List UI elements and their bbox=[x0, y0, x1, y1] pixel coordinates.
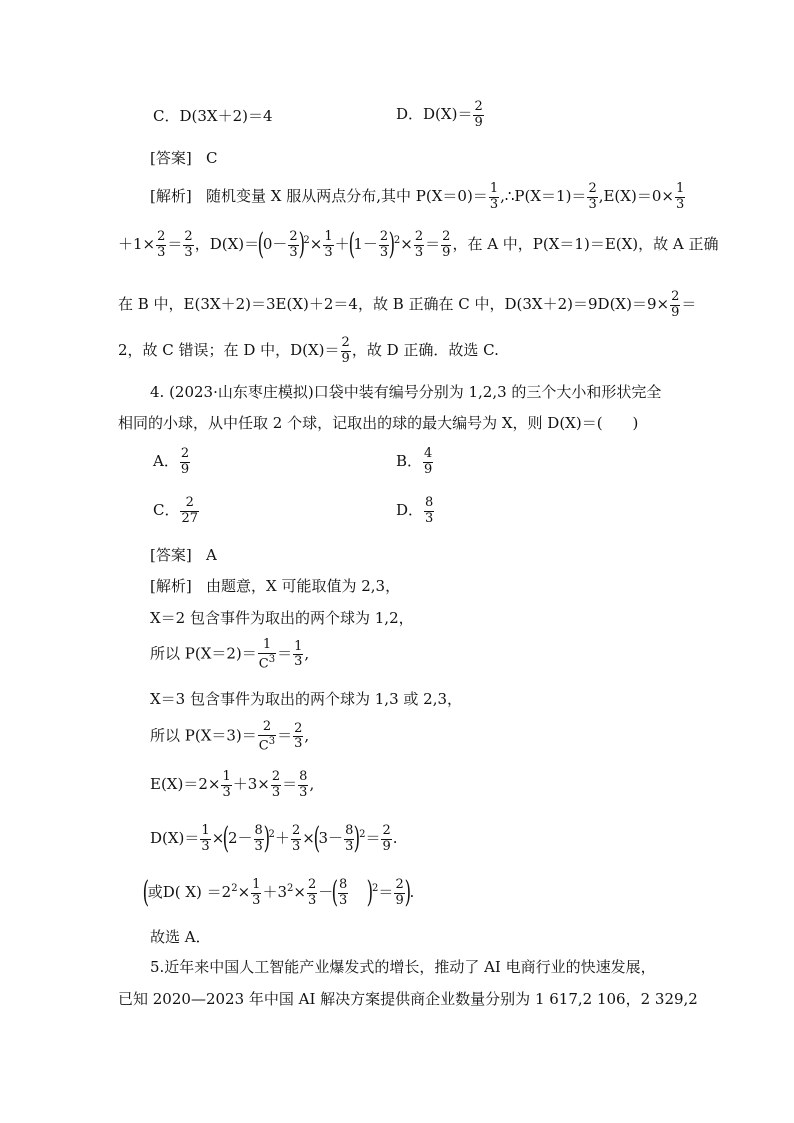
q4-analysis-line-6: E(X)＝2× $\frac{1}{3}$ ＋3× $\frac{2}{3}$ ＝ $\frac{8}{3}$ , bbox=[150, 769, 315, 800]
q4-conclusion: 故选 A． bbox=[150, 928, 211, 946]
fraction: $\frac{2}{9}$ bbox=[474, 99, 483, 130]
fraction: $\frac{2}{3}$ bbox=[157, 229, 166, 260]
q4-analysis-line-7: D(X)＝ $\frac{1}{3}$ ×(2－ $\frac{8}{3}$ )$^2$＋ $\frac{2}{3}$ ×(3－ $\frac{8}{3}$ )$^2$＝ $\frac{2}{9}$ . bbox=[150, 821, 398, 857]
q3-answer: [答案] C bbox=[150, 149, 218, 167]
q4-analysis-line-8: (或D( $X) =2^2\times$ $\frac{1}{3}$ $+3^2\times$ $\frac{2}{3}$ －( $\frac{8}{3}$ )$^2$＝ $\frac{2}{9}$ ). bbox=[142, 875, 415, 911]
fraction: $\frac{1}{3}$ bbox=[675, 181, 685, 212]
q4-analysis-line-3: 所以 P(X＝2)＝ $\frac{1}{C^3}$ ＝ $\frac{1}{3}$ , bbox=[150, 637, 310, 671]
q4-stem-line-2: 相同的小球，从中任取 2 个球，记取出的球的最大编号为 X，则 D(X)＝( ) bbox=[118, 414, 639, 432]
q3-analysis-line-2: ＋1× $\frac{2}{3}$ ＝ $\frac{2}{3}$ ，D(X)＝(0－ $\frac{2}{3}$ )$^2$× $\frac{1}{3}$ ＋(1－ $\frac{2}{3}$ )$^2$× $\frac{2}{3}$ ＝ $\frac{2}{9}$ ，在 A 中，P(X＝1)＝E(X)，故 A 正确 bbox=[118, 227, 719, 263]
q3-analysis-line-1: [解析] 随机变量 X 服从两点分布,其中 P(X＝0)＝ $\frac{1}{3}$ ,∴P(X＝1)＝ $\frac{2}{3}$ ,E(X)＝0× $\frac{1}{3}$ bbox=[150, 181, 685, 212]
fraction: $\frac{2}{9}$ bbox=[671, 289, 680, 320]
q4-option-a: A． $\frac{2}{9}$ bbox=[153, 446, 190, 477]
fraction: $\frac{1}{3}$ bbox=[489, 181, 499, 212]
q4-analysis-line-4: X＝3 包含事件为取出的两个球为 1,3 或 2,3， bbox=[150, 690, 463, 708]
q5-stem-line-2: 已知 2020—2023 年中国 AI 解决方案提供商企业数量分别为 1 617,2 106，2 329,2 bbox=[118, 990, 698, 1008]
fraction: $\frac{2}{9}$ bbox=[341, 335, 350, 366]
q5-stem-line-1: 5.近年来中国人工智能产业爆发式的增长，推动了 AI 电商行业的快速发展， bbox=[150, 958, 656, 976]
q4-option-b: B． $\frac{4}{9}$ bbox=[396, 446, 433, 477]
fraction: $\frac{2}{3}$ bbox=[184, 229, 193, 260]
q4-answer: [答案] A bbox=[150, 546, 217, 564]
q4-analysis-line-5: 所以 P(X＝3)＝ $\frac{2}{C^3}$ ＝ $\frac{2}{3}$ , bbox=[150, 719, 310, 753]
q4-option-d: D． $\frac{8}{3}$ bbox=[396, 495, 434, 526]
q3-analysis-line-4: 2，故 C 错误；在 D 中，D(X)＝ $\frac{2}{9}$ ，故 D 正确．故选 C. bbox=[118, 335, 499, 366]
q3-analysis-line-3: 在 B 中，E(3X＋2)＝3E(X)＋2＝4，故 B 正确在 C 中，D(3X＋2)＝9D(X)＝9× $\frac{2}{9}$ ＝ bbox=[118, 289, 697, 320]
q4-analysis-line-1: [解析] 由题意，X 可能取值为 2,3， bbox=[150, 577, 401, 595]
q3-option-c: C．D(3X＋2)＝4 bbox=[153, 107, 273, 125]
q4-option-c: C． $\frac{2}{27}$ bbox=[153, 495, 199, 526]
fraction: $\frac{2}{3}$ bbox=[588, 181, 597, 212]
q3-option-d: D．D(X)＝ $\frac{2}{9}$ bbox=[396, 99, 483, 130]
q4-analysis-line-2: X＝2 包含事件为取出的两个球为 1,2， bbox=[150, 609, 414, 627]
q4-stem-line-1: 4. (2023·山东枣庄模拟)口袋中装有编号分别为 1,2,3 的三个大小和形状完全 bbox=[150, 383, 662, 401]
